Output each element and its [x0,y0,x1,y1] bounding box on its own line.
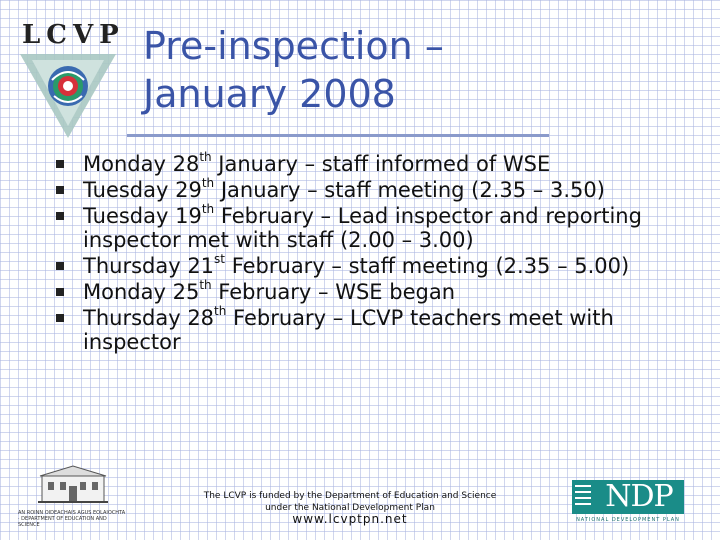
bullet-square-icon [56,160,64,168]
ndp-logo-text: NDP [594,480,684,514]
title-divider [127,134,549,137]
lcvp-logo [18,14,126,139]
ndp-caption: NATIONAL DEVELOPMENT PLAN [576,517,680,523]
ndp-emblem-icon [572,480,596,514]
bullet-square-icon [56,288,64,296]
list-item: Monday 28th January – staff informed of WSE [56,152,706,176]
bullet-square-icon [56,212,64,220]
government-building-icon [18,462,128,508]
bullet-square-icon [56,186,64,194]
funding-statement: The LCVP is funded by the Department of Education and Science under the National Development Plan [203,491,497,513]
ndp-logo [572,480,684,526]
bullet-square-icon [56,314,64,322]
list-item: Thursday 21st February – staff meeting (2.35 – 5.00) [56,254,706,278]
list-item: Thursday 28th February – LCVP teachers meet with inspector [56,306,706,354]
crest-caption: AN ROINN OIDEACHAIS AGUS EOLAIOCHTA · DEPARTMENT OF EDUCATION AND SCIENCE [18,510,126,528]
website-link[interactable]: www.lcvptpn.net [292,512,408,526]
department-crest-logo [18,462,128,526]
page-title: Pre-inspection – January 2008 [143,24,444,116]
bullet-list [56,152,706,356]
logo-text: LCVP [22,20,125,50]
list-item: Monday 25th February – WSE began [56,280,706,304]
list-item: Tuesday 29th January – staff meeting (2.35 – 3.50) [56,178,706,202]
lcvp-swirl-icon [18,50,118,140]
list-item: Tuesday 19th February – Lead inspector and reporting inspector met with staff (2.00 – 3.00) [56,204,706,252]
bullet-square-icon [56,262,64,270]
